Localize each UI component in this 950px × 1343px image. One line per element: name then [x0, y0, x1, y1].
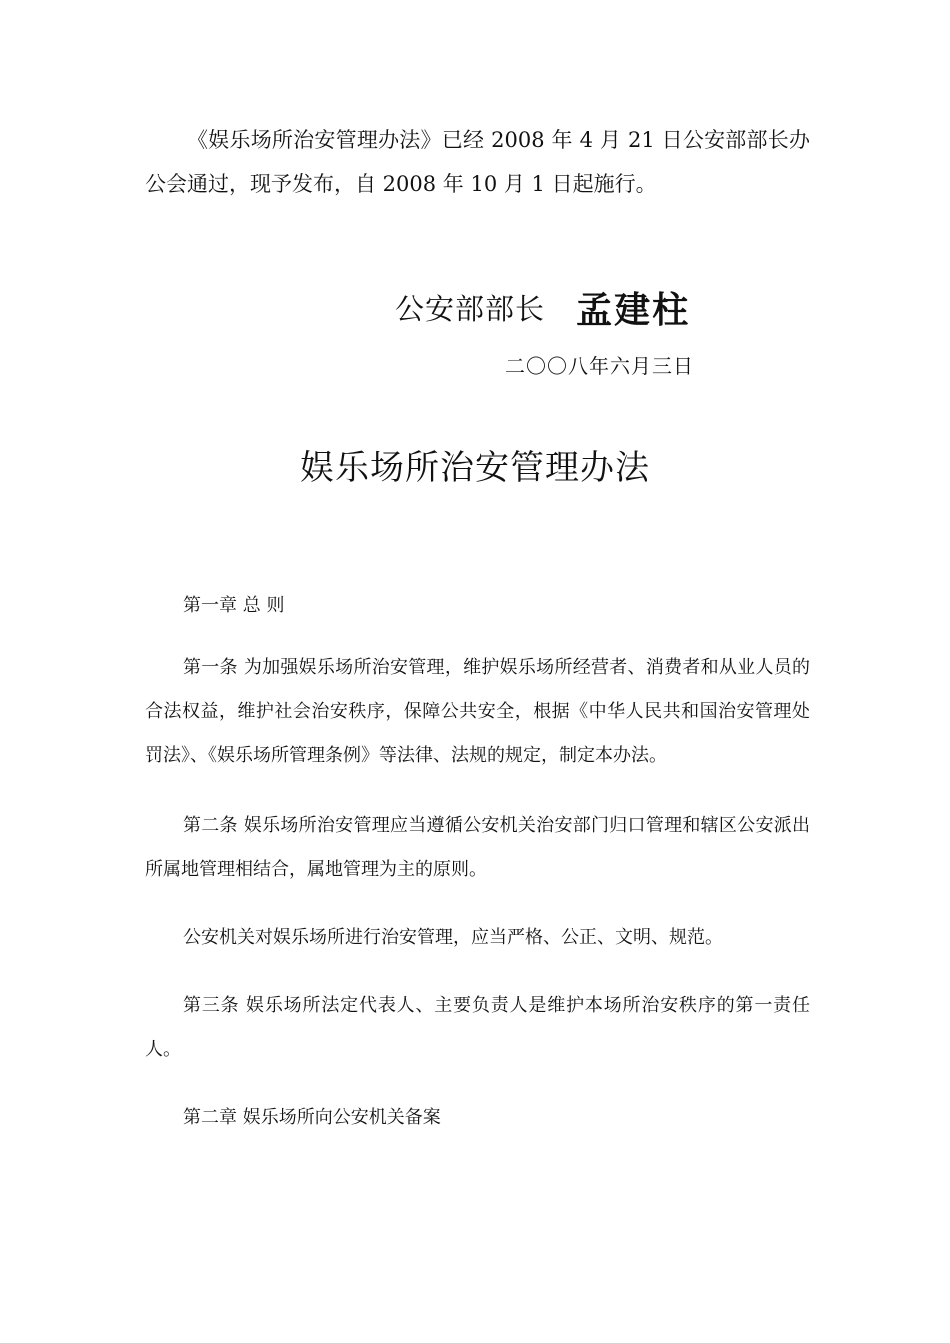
promulgation-date: 二〇〇八年六月三日	[505, 354, 694, 378]
document-title: 娱乐场所治安管理办法	[300, 448, 650, 488]
signature-block	[395, 282, 735, 332]
article-1: 第一条 为加强娱乐场所治安管理，维护娱乐场所经营者、消费者和从业人员的合法权益，维护社会治安秩序，保障公共安全，根据《中华人民共和国治安管理处罚法》、《娱乐场所管理条例》等法律、法规的规定，制定本办法。	[145, 657, 810, 766]
chapter-heading-1: 第一章 总 则	[183, 595, 285, 616]
signatory-signature: 孟建柱	[576, 289, 691, 331]
promulgation-preamble: 《娱乐场所治安管理办法》已经 2008 年 4 月 21 日公安部部长办公会通过，现予发布，自 2008 年 10 月 1 日起施行。	[145, 128, 810, 196]
chapter-heading-2: 第二章 娱乐场所向公安机关备案	[183, 1107, 441, 1128]
article-3: 第三条 娱乐场所法定代表人、主要负责人是维护本场所治安秩序的第一责任人。	[145, 995, 810, 1060]
article-2-paragraph-2: 公安机关对娱乐场所进行治安管理，应当严格、公正、文明、规范。	[183, 927, 723, 948]
signatory-title: 公安部部长	[395, 292, 546, 326]
article-2: 第二条 娱乐场所治安管理应当遵循公安机关治安部门归口管理和辖区公安派出所属地管理相结合，属地管理为主的原则。	[145, 815, 810, 880]
